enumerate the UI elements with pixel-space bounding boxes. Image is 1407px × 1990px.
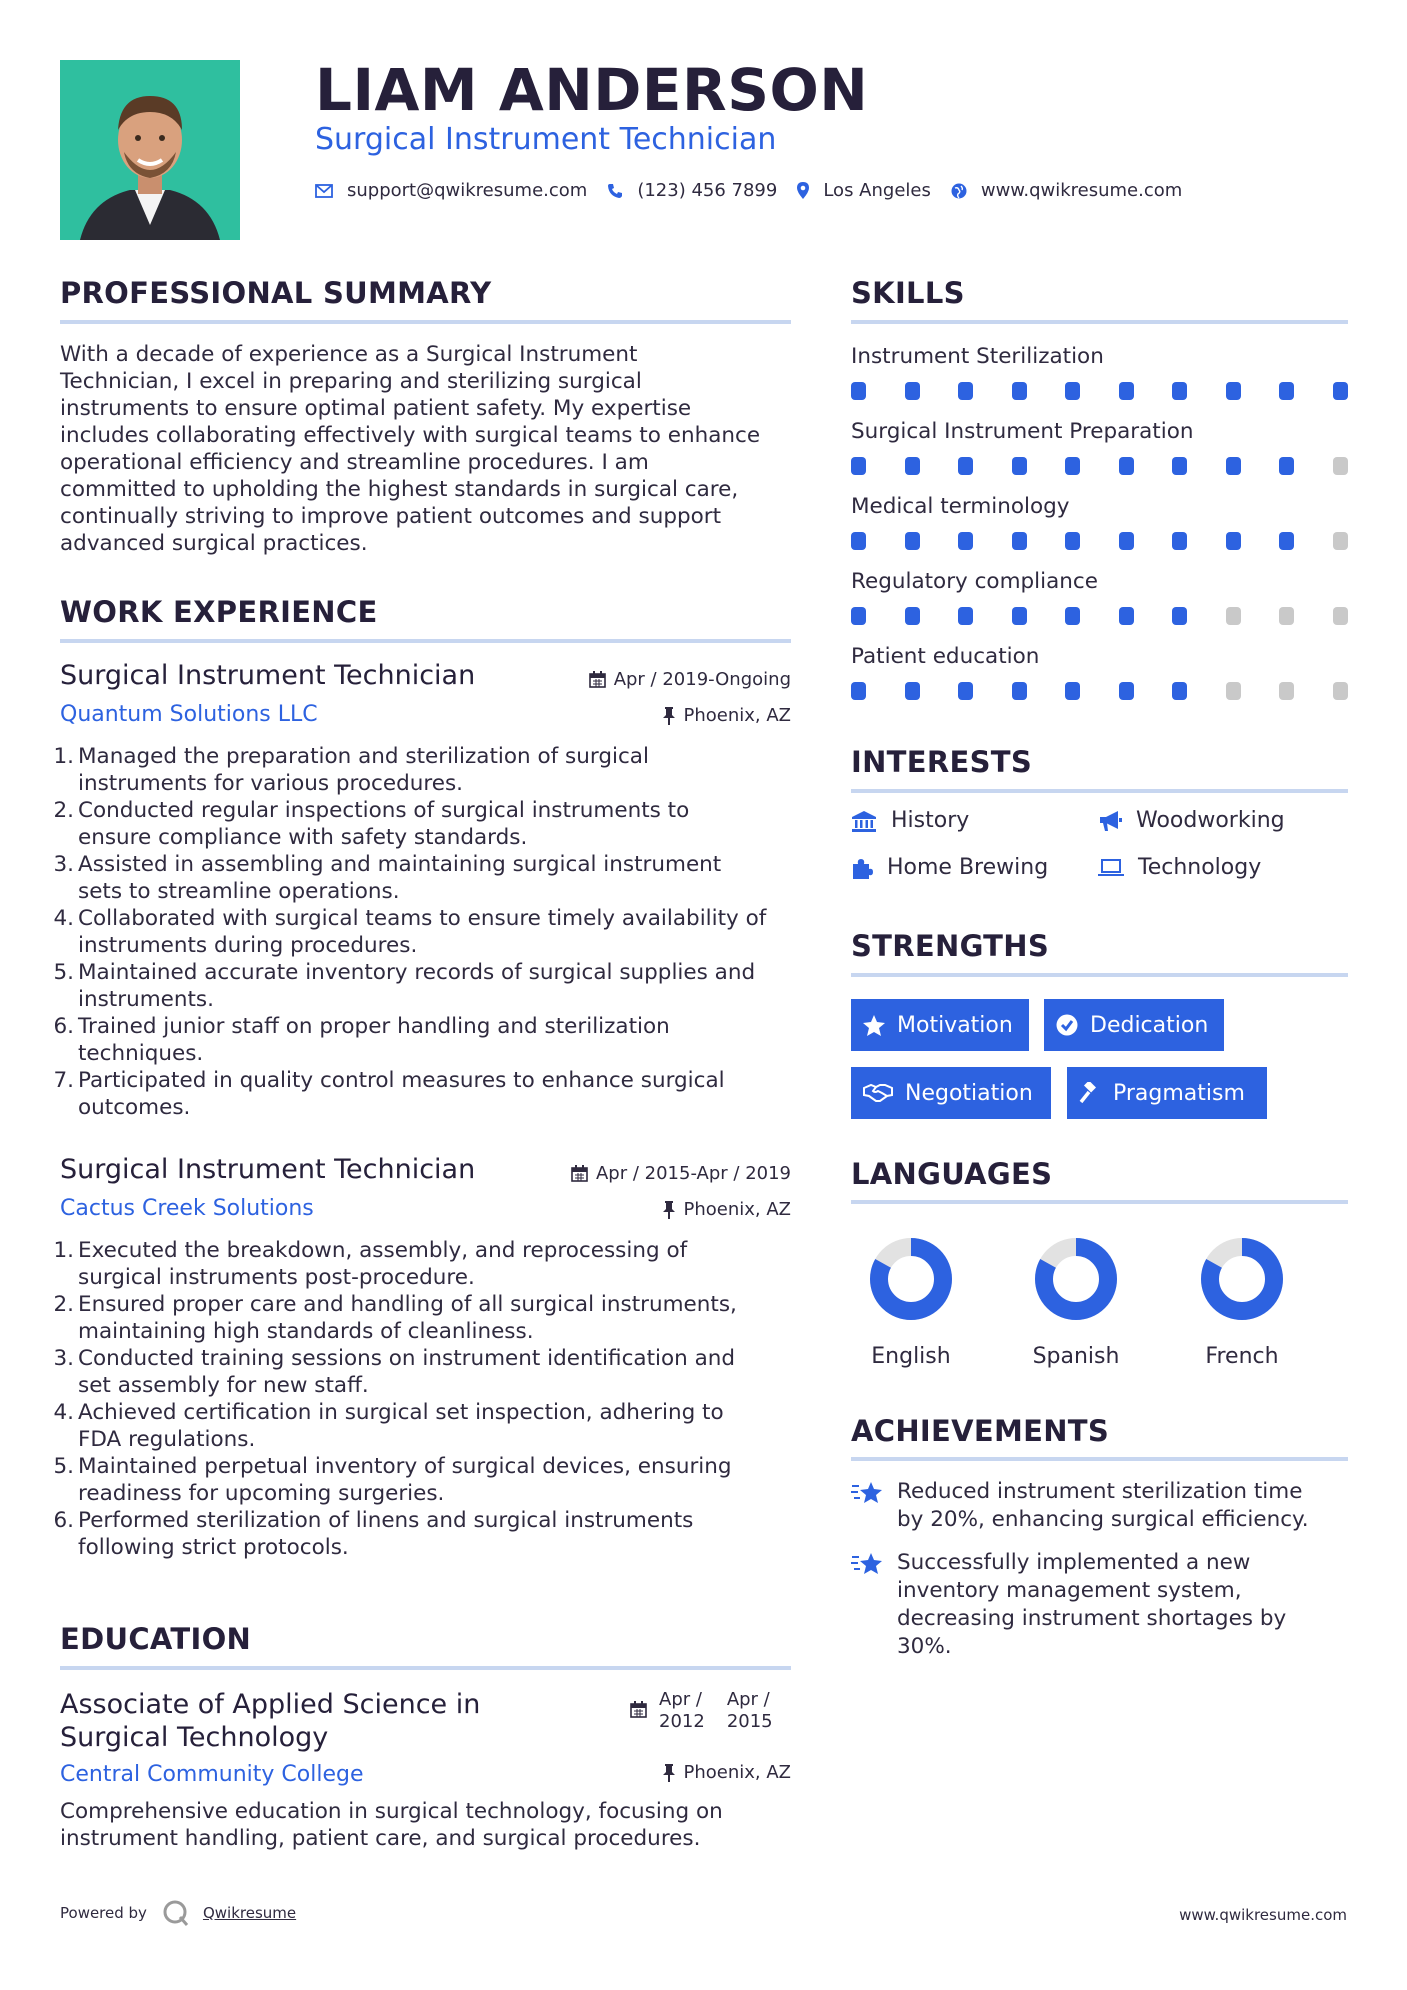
- strength-badge: Pragmatism: [1067, 1067, 1267, 1119]
- summary-line: With a decade of experience as a Surgical Instrument: [60, 342, 638, 367]
- skills-rule: [851, 320, 1348, 324]
- calendar-icon: [589, 671, 606, 688]
- education-rule: [60, 1666, 791, 1670]
- job-location-text: Phoenix, AZ: [683, 1199, 791, 1220]
- education-dates: Apr / 2012 Apr / 2015: [630, 1689, 773, 1733]
- star-icon: [863, 1015, 885, 1036]
- summary-line: includes collaborating effectively with surgical teams to enhance: [60, 423, 761, 448]
- education-heading: EDUCATION: [60, 1622, 252, 1656]
- skill-dot-filled: [958, 457, 973, 475]
- skill-dot-filled: [1172, 457, 1187, 475]
- skill-dot-empty: [1333, 607, 1348, 625]
- achievement-item: Successfully implemented a new inventory management system, decreasing instrument shortages by 30%.: [851, 1549, 1286, 1661]
- skill-dot-filled: [958, 607, 973, 625]
- skill-name: Regulatory compliance: [851, 569, 1098, 594]
- skill-dot-filled: [1226, 457, 1241, 475]
- skill-dot-filled: [1065, 607, 1080, 625]
- skill-dot-filled: [1119, 532, 1134, 550]
- skill-dot-filled: [905, 682, 920, 700]
- skill-dot-filled: [1119, 682, 1134, 700]
- job-dates: [571, 1163, 791, 1184]
- list-item: 4. Collaborated with surgical teams to ensure timely availability of instruments during procedures.: [53, 906, 767, 958]
- job-location: [662, 1199, 792, 1220]
- achievement-item: Reduced instrument sterilization time by 20%, enhancing surgical efficiency.: [851, 1478, 1309, 1534]
- skill-dot-filled: [905, 532, 920, 550]
- laptop-icon: [1098, 858, 1124, 878]
- skill-dot-empty: [1333, 457, 1348, 475]
- skill-rating: [851, 532, 1349, 550]
- skill-dot-filled: [1333, 382, 1348, 400]
- skill-dot-filled: [851, 532, 866, 550]
- qwikresume-logo-icon: [161, 1898, 191, 1928]
- interests-rule: [851, 789, 1348, 793]
- strength-badge: Dedication: [1044, 999, 1224, 1051]
- skill-rating: [851, 607, 1349, 625]
- strength-badge: Motivation: [851, 999, 1029, 1051]
- skill-dot-filled: [851, 682, 866, 700]
- footer-website[interactable]: www.qwikresume.com: [1179, 1906, 1347, 1924]
- language-donut: [1031, 1234, 1121, 1324]
- skill-name: Medical terminology: [851, 494, 1070, 519]
- skill-dot-empty: [1279, 682, 1294, 700]
- skill-rating: [851, 457, 1349, 475]
- summary-line: operational efficiency and streamline procedures. I am: [60, 450, 649, 475]
- skill-dot-filled: [1279, 532, 1294, 550]
- globe-icon: [951, 183, 967, 199]
- summary-text: [60, 341, 760, 557]
- language-donut: [1197, 1234, 1287, 1324]
- summary-rule: [60, 320, 791, 324]
- skill-name: Patient education: [851, 644, 1040, 669]
- interest-item: History: [851, 808, 969, 833]
- skills-heading: SKILLS: [851, 276, 965, 310]
- list-item: 6. Trained junior staff on proper handling and sterilization techniques.: [53, 1014, 670, 1066]
- summary-line: continually striving to improve patient outcomes and support: [60, 504, 722, 529]
- summary-heading: PROFESSIONAL SUMMARY: [60, 276, 492, 310]
- skill-dot-filled: [1065, 532, 1080, 550]
- language-item: [1021, 1234, 1131, 1369]
- list-item: 2. Ensured proper care and handling of all surgical instruments, maintaining high standards of cleanliness.: [53, 1292, 737, 1344]
- puzzle-icon: [851, 857, 873, 879]
- list-item: 1. Executed the breakdown, assembly, and reprocessing of surgical instruments post-procedure.: [53, 1238, 688, 1290]
- pushpin-icon: [662, 1764, 676, 1782]
- skill-dot-filled: [1172, 607, 1187, 625]
- contact-location: [797, 180, 931, 201]
- list-item: 5. Maintained accurate inventory records of surgical supplies and instruments.: [53, 960, 756, 1012]
- skill-dot-filled: [1065, 682, 1080, 700]
- skill-dot-filled: [958, 532, 973, 550]
- candidate-title: Surgical Instrument Technician: [315, 122, 777, 157]
- skill-dot-filled: [1226, 532, 1241, 550]
- contact-website[interactable]: [951, 180, 1182, 201]
- job-duties-list: [53, 1237, 737, 1561]
- gavel-icon: [1079, 1082, 1101, 1104]
- skill-dot-empty: [1333, 532, 1348, 550]
- website-text: www.qwikresume.com: [980, 180, 1183, 201]
- skill-dot-filled: [1172, 532, 1187, 550]
- phone-icon: [607, 183, 623, 199]
- list-item: 7. Participated in quality control measures to enhance surgical outcomes.: [53, 1068, 725, 1120]
- skill-dot-filled: [1119, 607, 1134, 625]
- skill-dot-filled: [958, 382, 973, 400]
- skill-dot-filled: [1012, 607, 1027, 625]
- job-duties-list: [53, 743, 767, 1121]
- skill-dot-filled: [1172, 382, 1187, 400]
- location-text: Los Angeles: [823, 180, 931, 201]
- skill-dot-filled: [1226, 382, 1241, 400]
- list-item: 5. Maintained perpetual inventory of surgical devices, ensuring readiness for upcoming surgeries.: [53, 1454, 732, 1506]
- contact-email[interactable]: [315, 180, 587, 201]
- achievements-heading: ACHIEVEMENTS: [851, 1414, 1110, 1448]
- email-text: support@qwikresume.com: [347, 180, 588, 201]
- calendar-icon: [571, 1165, 588, 1182]
- skill-dot-empty: [1279, 607, 1294, 625]
- languages-heading: LANGUAGES: [851, 1157, 1053, 1191]
- envelope-icon: [315, 184, 333, 198]
- skill-dot-filled: [1172, 682, 1187, 700]
- profile-photo: [60, 60, 240, 240]
- skill-dot-filled: [1012, 457, 1027, 475]
- skill-dot-filled: [1279, 457, 1294, 475]
- interest-item: Home Brewing: [851, 855, 1048, 880]
- list-item: 3. Conducted training sessions on instrument identification and set assembly for new staff.: [53, 1346, 736, 1398]
- language-name: Spanish: [1032, 1344, 1120, 1369]
- job-title: Surgical Instrument Technician: [60, 1154, 476, 1185]
- pushpin-icon: [662, 1201, 676, 1219]
- pushpin-icon: [662, 707, 676, 725]
- contact-phone[interactable]: [607, 180, 777, 201]
- interest-item: Technology: [1098, 855, 1261, 880]
- skill-name: Surgical Instrument Preparation: [851, 419, 1194, 444]
- list-item: 2. Conducted regular inspections of surgical instruments to ensure compliance with safety standards.: [53, 798, 690, 850]
- brand-link[interactable]: Qwikresume: [202, 1904, 297, 1922]
- institution-icon: [851, 810, 877, 832]
- summary-line: instruments to ensure optimal patient safety. My expertise: [60, 396, 692, 421]
- skill-dot-filled: [1012, 682, 1027, 700]
- list-item: 3. Assisted in assembling and maintaining surgical instrument sets to streamline operations.: [53, 852, 722, 904]
- job-dates-text: Apr / 2019-Ongoing: [613, 669, 791, 690]
- candidate-name: LIAM ANDERSON: [315, 56, 869, 124]
- language-donut: [866, 1234, 956, 1324]
- calendar-icon: [630, 1701, 647, 1718]
- skill-dot-filled: [1119, 382, 1134, 400]
- language-name: English: [871, 1344, 951, 1369]
- skill-dot-filled: [905, 382, 920, 400]
- phone-text: (123) 456 7899: [637, 180, 778, 201]
- check-circle-icon: [1056, 1014, 1078, 1036]
- footer-powered-by: [60, 1898, 296, 1928]
- skill-dot-filled: [1065, 382, 1080, 400]
- job-location: [662, 705, 792, 726]
- language-item: [1187, 1234, 1297, 1369]
- language-item: [856, 1234, 966, 1369]
- skill-dot-empty: [1226, 607, 1241, 625]
- job-title: Surgical Instrument Technician: [60, 660, 476, 691]
- summary-line: advanced surgical practices.: [60, 531, 368, 556]
- handshake-icon: [863, 1083, 893, 1103]
- school-name: Central Community College: [60, 1762, 364, 1787]
- skill-dot-empty: [1226, 682, 1241, 700]
- skill-name: Instrument Sterilization: [851, 344, 1104, 369]
- skill-dot-empty: [1333, 682, 1348, 700]
- skill-dot-filled: [851, 607, 866, 625]
- degree-title: Associate of Applied Science in Surgical Technology: [60, 1689, 481, 1753]
- skill-dot-filled: [851, 382, 866, 400]
- interest-item: Woodworking: [1098, 808, 1285, 833]
- education-description: Comprehensive education in surgical technology, focusing on instrument handling, patient care, and surgical procedures.: [60, 1799, 723, 1851]
- strengths-rule: [851, 973, 1348, 977]
- skill-dot-filled: [1279, 382, 1294, 400]
- education-location: Phoenix, AZ: [662, 1762, 792, 1783]
- work-heading: WORK EXPERIENCE: [60, 595, 378, 629]
- shooting-star-icon: [851, 1480, 883, 1506]
- work-rule: [60, 639, 791, 643]
- skill-dot-filled: [1065, 457, 1080, 475]
- powered-by-label: Powered by: [60, 1904, 147, 1922]
- language-name: French: [1205, 1344, 1279, 1369]
- skill-dot-filled: [905, 607, 920, 625]
- skill-rating: [851, 682, 1349, 700]
- summary-line: Technician, I excel in preparing and sterilizing surgical: [60, 369, 642, 394]
- shooting-star-icon: [851, 1551, 883, 1577]
- skill-dot-filled: [1119, 457, 1134, 475]
- skill-dot-filled: [905, 457, 920, 475]
- contact-bar: [315, 180, 1202, 201]
- skill-dot-filled: [1012, 382, 1027, 400]
- list-item: 1. Managed the preparation and sterilization of surgical instruments for various procedures.: [53, 744, 649, 796]
- map-pin-icon: [797, 182, 809, 199]
- strengths-heading: STRENGTHS: [851, 929, 1050, 963]
- company-name: Cactus Creek Solutions: [60, 1196, 314, 1221]
- job-dates: [589, 669, 791, 690]
- languages-rule: [851, 1200, 1348, 1204]
- bullhorn-icon: [1098, 810, 1122, 832]
- interests-heading: INTERESTS: [851, 745, 1033, 779]
- achievements-rule: [851, 1457, 1348, 1461]
- job-location-text: Phoenix, AZ: [683, 705, 791, 726]
- strength-badge: Negotiation: [851, 1067, 1051, 1119]
- summary-line: committed to upholding the highest standards in surgical care,: [60, 477, 739, 502]
- skill-dot-filled: [1012, 532, 1027, 550]
- list-item: 4. Achieved certification in surgical set inspection, adhering to FDA regulations.: [53, 1400, 724, 1452]
- job-dates-text: Apr / 2015-Apr / 2019: [595, 1163, 791, 1184]
- skill-dot-filled: [958, 682, 973, 700]
- skill-dot-filled: [851, 457, 866, 475]
- list-item: 6. Performed sterilization of linens and surgical instruments following strict protocols.: [53, 1508, 694, 1560]
- skill-rating: [851, 382, 1349, 400]
- company-name: Quantum Solutions LLC: [60, 702, 318, 727]
